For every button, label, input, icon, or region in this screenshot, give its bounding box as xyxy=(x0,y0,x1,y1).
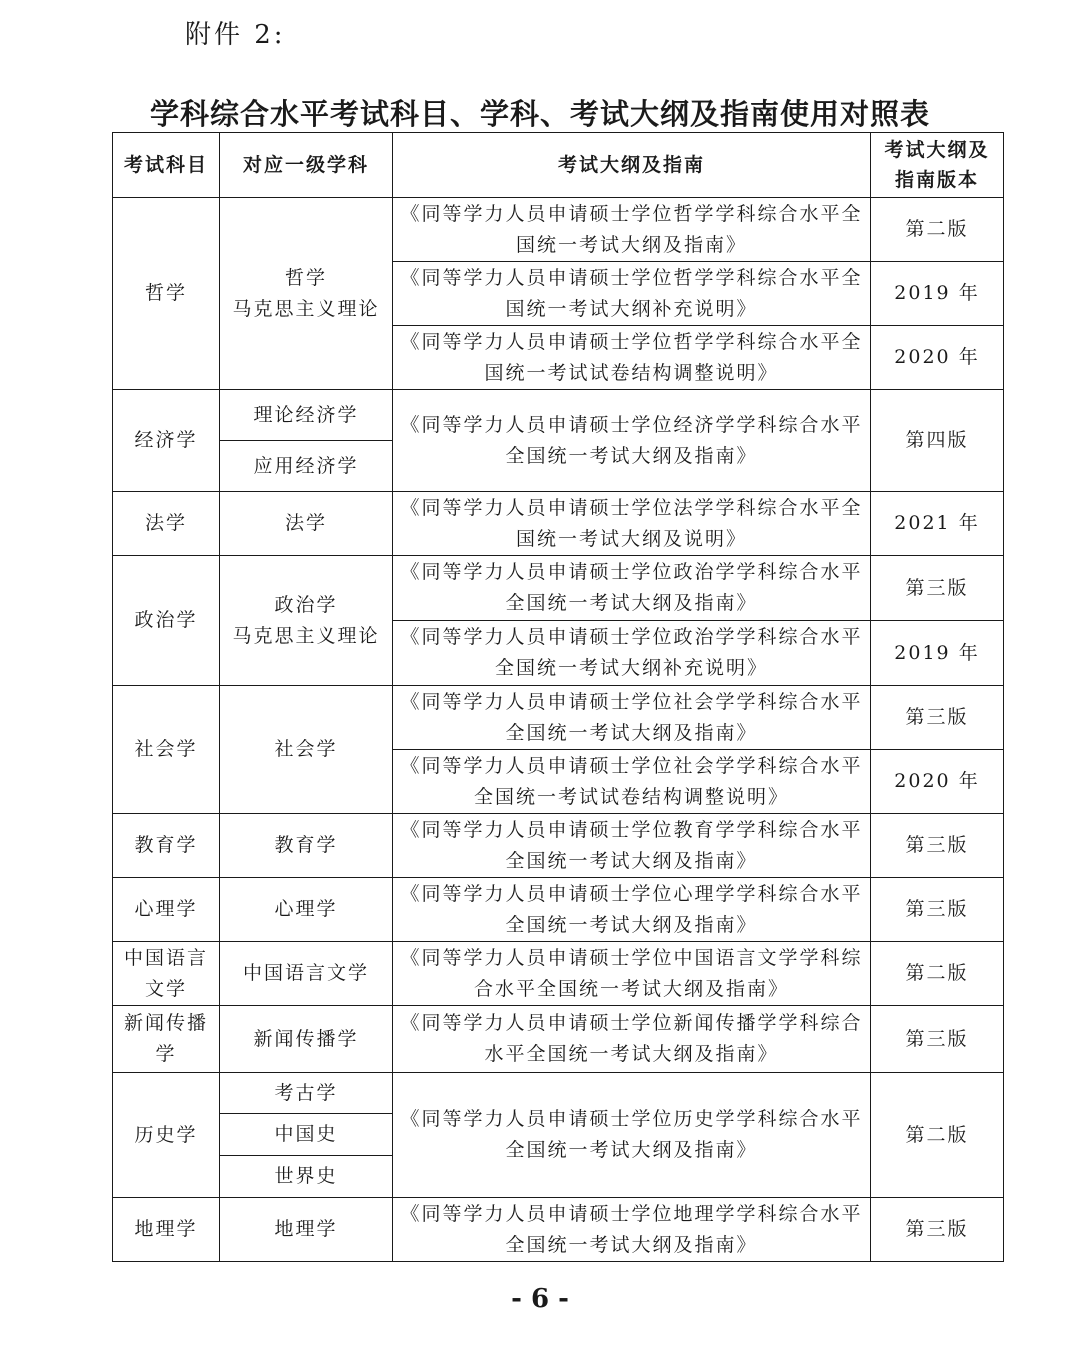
header-version: 考试大纲及 指南版本 xyxy=(871,133,1004,198)
discipline-cell: 社会学 xyxy=(220,686,393,814)
subject-cell: 中国语言 文学 xyxy=(113,942,220,1006)
version-cell: 第二版 xyxy=(871,198,1004,262)
discipline-cell: 中国史 xyxy=(220,1114,393,1156)
table-row xyxy=(113,686,1004,750)
discipline-cell: 哲学 马克思主义理论 xyxy=(220,198,393,390)
page-number: - 6 - xyxy=(511,1284,569,1314)
version-cell: 2019 年 xyxy=(871,262,1004,326)
subject-cell: 社会学 xyxy=(113,686,220,814)
version-cell: 第三版 xyxy=(871,686,1004,750)
guide-cell: 《同等学力人员申请硕士学位哲学学科综合水平全国统一考试大纲及指南》 xyxy=(393,198,871,262)
discipline-cell: 政治学 马克思主义理论 xyxy=(220,556,393,686)
subject-cell: 地理学 xyxy=(113,1198,220,1262)
guide-cell: 《同等学力人员申请硕士学位政治学学科综合水平全国统一考试大纲补充说明》 xyxy=(393,621,871,686)
discipline-cell: 理论经济学 xyxy=(220,390,393,441)
discipline-cell: 考古学 xyxy=(220,1073,393,1114)
table-row xyxy=(113,1006,1004,1073)
discipline-cell: 心理学 xyxy=(220,878,393,942)
guide-cell: 《同等学力人员申请硕士学位哲学学科综合水平全国统一考试试卷结构调整说明》 xyxy=(393,326,871,390)
guide-cell: 《同等学力人员申请硕士学位法学学科综合水平全国统一考试大纲及说明》 xyxy=(393,492,871,556)
header-discipline: 对应一级学科 xyxy=(220,133,393,198)
guide-cell: 《同等学力人员申请硕士学位新闻传播学学科综合水平全国统一考试大纲及指南》 xyxy=(393,1006,871,1073)
version-cell: 2020 年 xyxy=(871,750,1004,814)
guide-cell: 《同等学力人员申请硕士学位政治学学科综合水平全国统一考试大纲及指南》 xyxy=(393,556,871,621)
version-cell: 第三版 xyxy=(871,878,1004,942)
guide-cell: 《同等学力人员申请硕士学位心理学学科综合水平全国统一考试大纲及指南》 xyxy=(393,878,871,942)
header-guide: 考试大纲及指南 xyxy=(393,133,871,198)
table-row xyxy=(113,556,1004,621)
discipline-cell: 地理学 xyxy=(220,1198,393,1262)
version-cell: 第三版 xyxy=(871,1006,1004,1073)
discipline-cell: 法学 xyxy=(220,492,393,556)
discipline-cell: 新闻传播学 xyxy=(220,1006,393,1073)
table-row xyxy=(113,390,1004,441)
version-cell: 第四版 xyxy=(871,390,1004,492)
guide-cell: 《同等学力人员申请硕士学位中国语言文学学科综合水平全国统一考试大纲及指南》 xyxy=(393,942,871,1006)
table-row xyxy=(113,198,1004,262)
table-row xyxy=(113,1198,1004,1262)
discipline-cell: 教育学 xyxy=(220,814,393,878)
document-title: 学科综合水平考试科目、学科、考试大纲及指南使用对照表 xyxy=(149,97,930,131)
table-row xyxy=(113,878,1004,942)
version-cell: 第二版 xyxy=(871,1073,1004,1198)
annex-label: 附件 2: xyxy=(185,20,286,50)
guide-cell: 《同等学力人员申请硕士学位社会学学科综合水平全国统一考试大纲及指南》 xyxy=(393,686,871,750)
guide-cell: 《同等学力人员申请硕士学位地理学学科综合水平全国统一考试大纲及指南》 xyxy=(393,1198,871,1262)
table-row xyxy=(113,942,1004,1006)
guide-cell: 《同等学力人员申请硕士学位历史学学科综合水平全国统一考试大纲及指南》 xyxy=(393,1073,871,1198)
header-row xyxy=(113,133,1004,198)
subject-cell: 哲学 xyxy=(113,198,220,390)
discipline-cell: 应用经济学 xyxy=(220,441,393,492)
subject-cell: 教育学 xyxy=(113,814,220,878)
version-cell: 第二版 xyxy=(871,942,1004,1006)
version-cell: 2019 年 xyxy=(871,621,1004,686)
subject-cell: 政治学 xyxy=(113,556,220,686)
subject-cell: 法学 xyxy=(113,492,220,556)
version-cell: 2020 年 xyxy=(871,326,1004,390)
guide-cell: 《同等学力人员申请硕士学位教育学学科综合水平全国统一考试大纲及指南》 xyxy=(393,814,871,878)
guide-cell: 《同等学力人员申请硕士学位经济学学科综合水平全国统一考试大纲及指南》 xyxy=(393,390,871,492)
subject-cell: 历史学 xyxy=(113,1073,220,1198)
subject-cell: 新闻传播 学 xyxy=(113,1006,220,1073)
version-cell: 2021 年 xyxy=(871,492,1004,556)
discipline-cell: 中国语言文学 xyxy=(220,942,393,1006)
table-row xyxy=(113,814,1004,878)
discipline-cell: 世界史 xyxy=(220,1156,393,1198)
version-cell: 第三版 xyxy=(871,814,1004,878)
table-row xyxy=(113,492,1004,556)
guide-cell: 《同等学力人员申请硕士学位哲学学科综合水平全国统一考试大纲补充说明》 xyxy=(393,262,871,326)
subject-cell: 心理学 xyxy=(113,878,220,942)
comparison-table xyxy=(112,132,1004,1262)
table-row xyxy=(113,1073,1004,1114)
version-cell: 第三版 xyxy=(871,1198,1004,1262)
header-subject: 考试科目 xyxy=(113,133,220,198)
guide-cell: 《同等学力人员申请硕士学位社会学学科综合水平全国统一考试试卷结构调整说明》 xyxy=(393,750,871,814)
subject-cell: 经济学 xyxy=(113,390,220,492)
version-cell: 第三版 xyxy=(871,556,1004,621)
